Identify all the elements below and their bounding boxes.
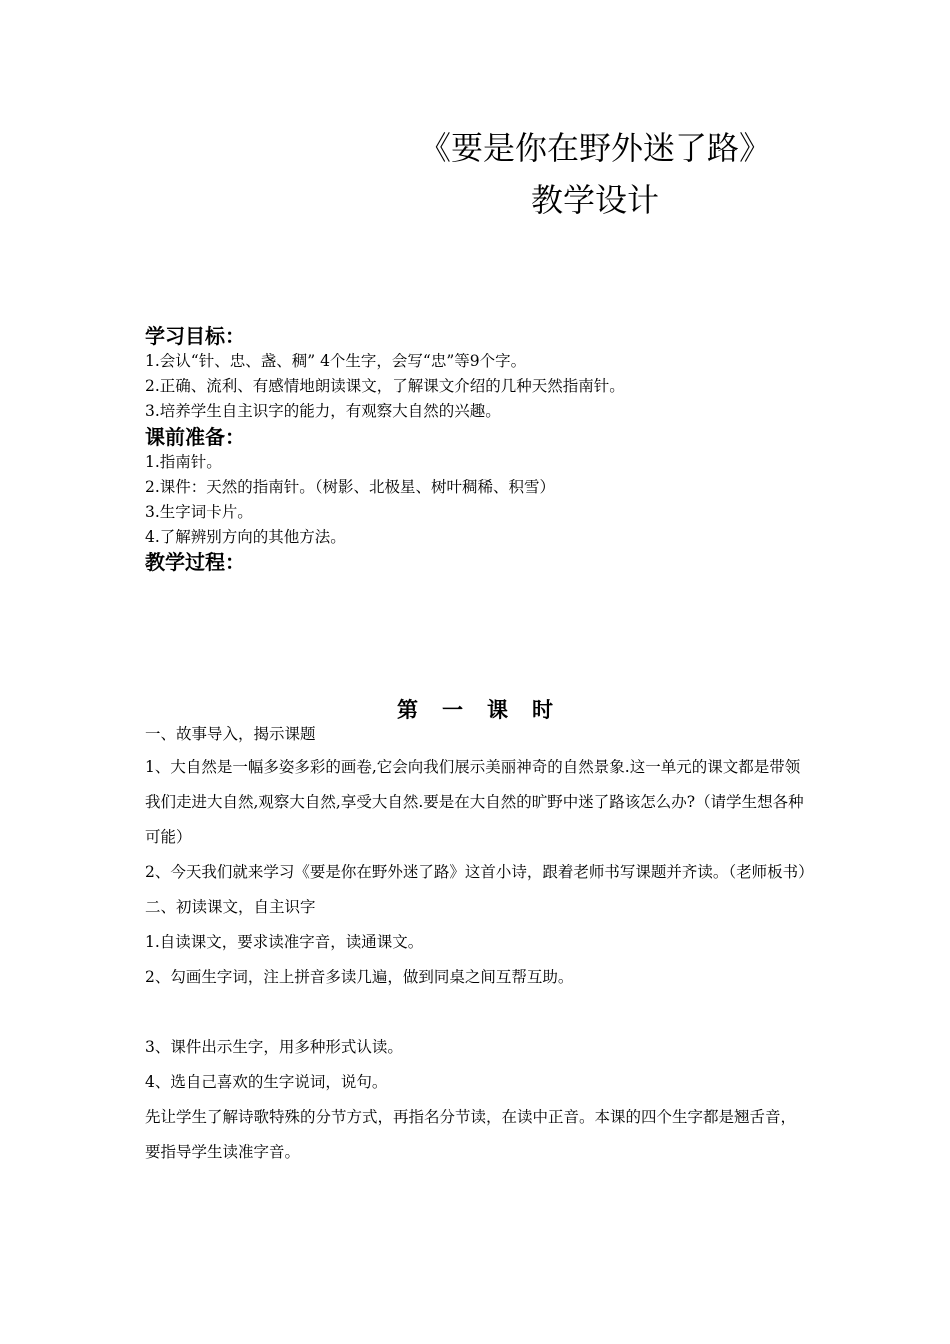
preparation-item: 1.指南针。	[145, 453, 222, 471]
preparation-heading: 课前准备：	[145, 425, 245, 449]
paragraph: 2、今天我们就来学习《要是你在野外迷了路》这首小诗，跟着老师书写课题并齐读。（老师板书）	[145, 863, 814, 881]
objective-item: 1.会认“针、忠、盏、稠” 4个生字，会写“忠”等9个字。	[145, 352, 527, 370]
preparation-section	[145, 424, 825, 550]
process-heading: 教学过程：	[145, 550, 245, 574]
lesson-title: 第一课时	[397, 697, 577, 722]
document-title-line2: 教学设计	[530, 181, 659, 219]
section-heading: 一、故事导入，揭示课题	[145, 725, 316, 743]
document-title-line1: 《要是你在野外迷了路》	[418, 129, 771, 167]
preparation-item: 3.生字词卡片。	[145, 503, 253, 521]
preparation-item: 4.了解辨别方向的其他方法。	[145, 528, 346, 546]
lesson-body	[145, 722, 814, 1170]
preparation-item: 2.课件：天然的指南针。（树影、北极星、树叶稠稀、积雪）	[145, 478, 556, 496]
paragraph: 2、勾画生字词，注上拼音多读几遍，做到同桌之间互帮互助。	[145, 968, 574, 986]
objectives-section	[145, 323, 825, 424]
paragraph: 1.自读课文，要求读准字音，读通课文。	[145, 933, 424, 951]
objective-item: 3.培养学生自主识字的能力，有观察大自然的兴趣。	[145, 402, 501, 420]
paragraph: 4、选自己喜欢的生字说词，说句。	[145, 1073, 388, 1091]
objectives-heading: 学习目标：	[145, 324, 245, 348]
process-section	[145, 549, 825, 575]
paragraph: 1、大自然是一幅多姿多彩的画卷,它会向我们展示美丽神奇的自然景象.这一单元的课文都是带领我们走进大自然,观察大自然,享受大自然.要是在大自然的旷野中迷了路该怎么办?（请学生想各种可能）	[145, 758, 804, 846]
section-heading: 二、初读课文，自主识字	[145, 898, 316, 916]
objective-item: 2.正确、流利、有感情地朗读课文，了解课文介绍的几种天然指南针。	[145, 377, 625, 395]
paragraph: 3、课件出示生字，用多种形式认读。	[145, 1038, 403, 1056]
paragraph: 先让学生了解诗歌特殊的分节方式，再指名分节读，在读中正音。本课的四个生字都是翘舌音，要指导学生读准字音。	[145, 1108, 797, 1161]
